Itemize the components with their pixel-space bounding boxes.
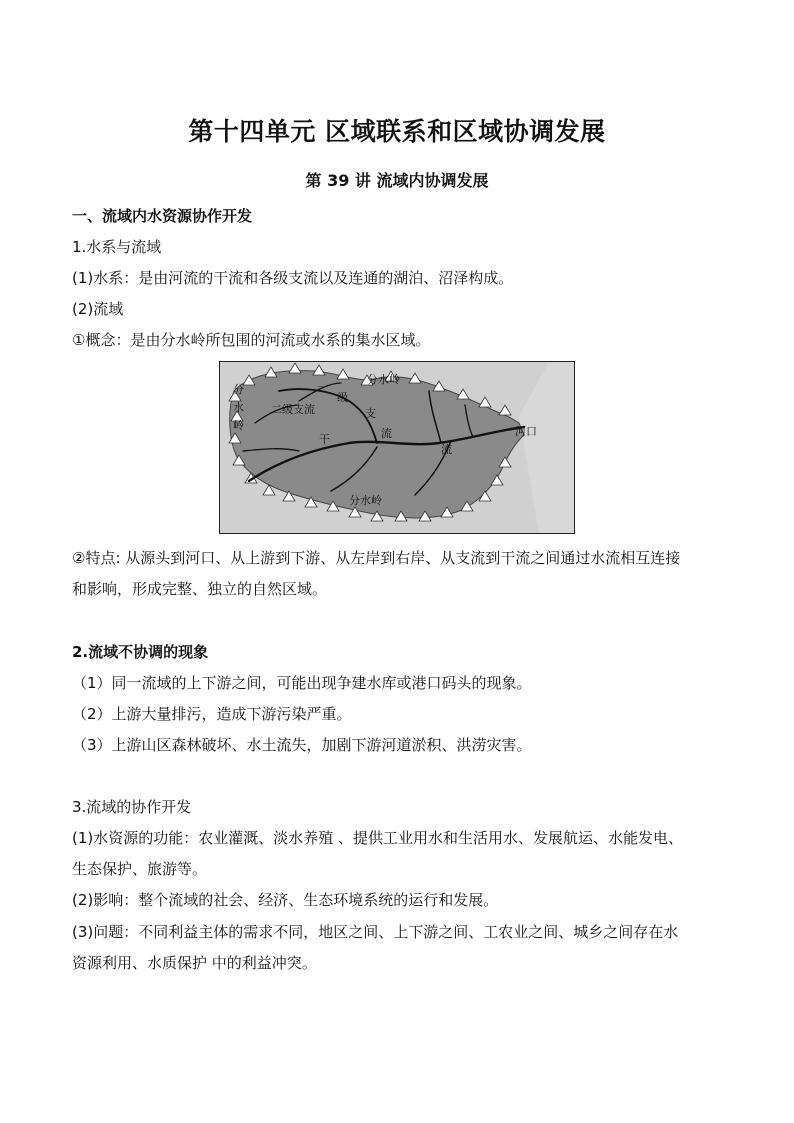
label-watershed-left-1: 分 [233,383,244,396]
drainage-basin-map [219,361,575,534]
label-watershed-left-2: 水 [233,401,244,414]
section1-item2-concept: ①概念：是由分水岭所包围的河流或水系的集水区域。 [72,331,431,349]
section2-item-2: （2）上游大量排污，造成下游污染严重。 [72,705,352,723]
label-main-1: 干 [319,433,330,446]
section2-heading: 2.流域不协调的现象 [72,643,209,661]
section1-sub1-title: 1.水系与流域 [72,238,162,256]
section3-item1-line2: 生态保护、旅游等。 [72,860,208,878]
drainage-basin-figure [219,361,575,534]
label-watershed-top: 分水岭 [367,373,400,386]
label-estuary: 河口 [515,425,537,438]
label-first-1: 一 [317,381,328,394]
section3-item2: (2)影响：整个流域的社会、经济、生态环境系统的运行和发展。 [72,891,499,909]
section1-item1: (1)水系：是由河流的干流和各级支流以及连通的湖泊、沼泽构成。 [72,269,514,287]
section1-heading: 一、流域内水资源协作开发 [72,207,253,225]
label-main-2: 流 [441,443,452,456]
section2-item-3: （3）上游山区森林破坏、水土流失，加剧下游河道淤积、洪涝灾害。 [72,736,532,754]
lecture-title: 第 39 讲 流域内协调发展 [305,171,489,190]
section1-item2-title: (2)流域 [72,300,124,318]
label-watershed-bottom: 分水岭 [349,494,382,507]
unit-title: 第十四单元 区域联系和区域协调发展 [188,117,606,146]
label-watershed-left-3: 岭 [233,419,244,432]
section1-item2-feature-line2: 和影响，形成完整、独立的自然区域。 [72,580,328,598]
section2-item-1: （1）同一流域的上下游之间，可能出现争建水库或港口码头的现象。 [72,674,532,692]
label-first-3: 支 [365,407,376,420]
section3-heading: 3.流域的协作开发 [72,798,192,816]
section3-item3-line2: 资源利用、水质保护 中的利益冲突。 [72,954,317,972]
label-first-4: 流 [381,427,392,440]
section1-item2-feature-line1: ②特点: 从源头到河口、从上游到下游、从左岸到右岸、从支流到干流之间通过水流相互连接 [72,549,681,567]
label-second-tributary: 二级支流 [271,403,315,416]
section3-item1-line1: (1)水资源的功能：农业灌溉、淡水养殖 、提供工业用水和生活用水、发展航运、水能发电、 [72,829,684,847]
label-first-2: 级 [337,391,348,404]
section3-item3-line1: (3)问题：不同利益主体的需求不同，地区之间、上下游之间、工农业之间、城乡之间存在水 [72,923,679,941]
